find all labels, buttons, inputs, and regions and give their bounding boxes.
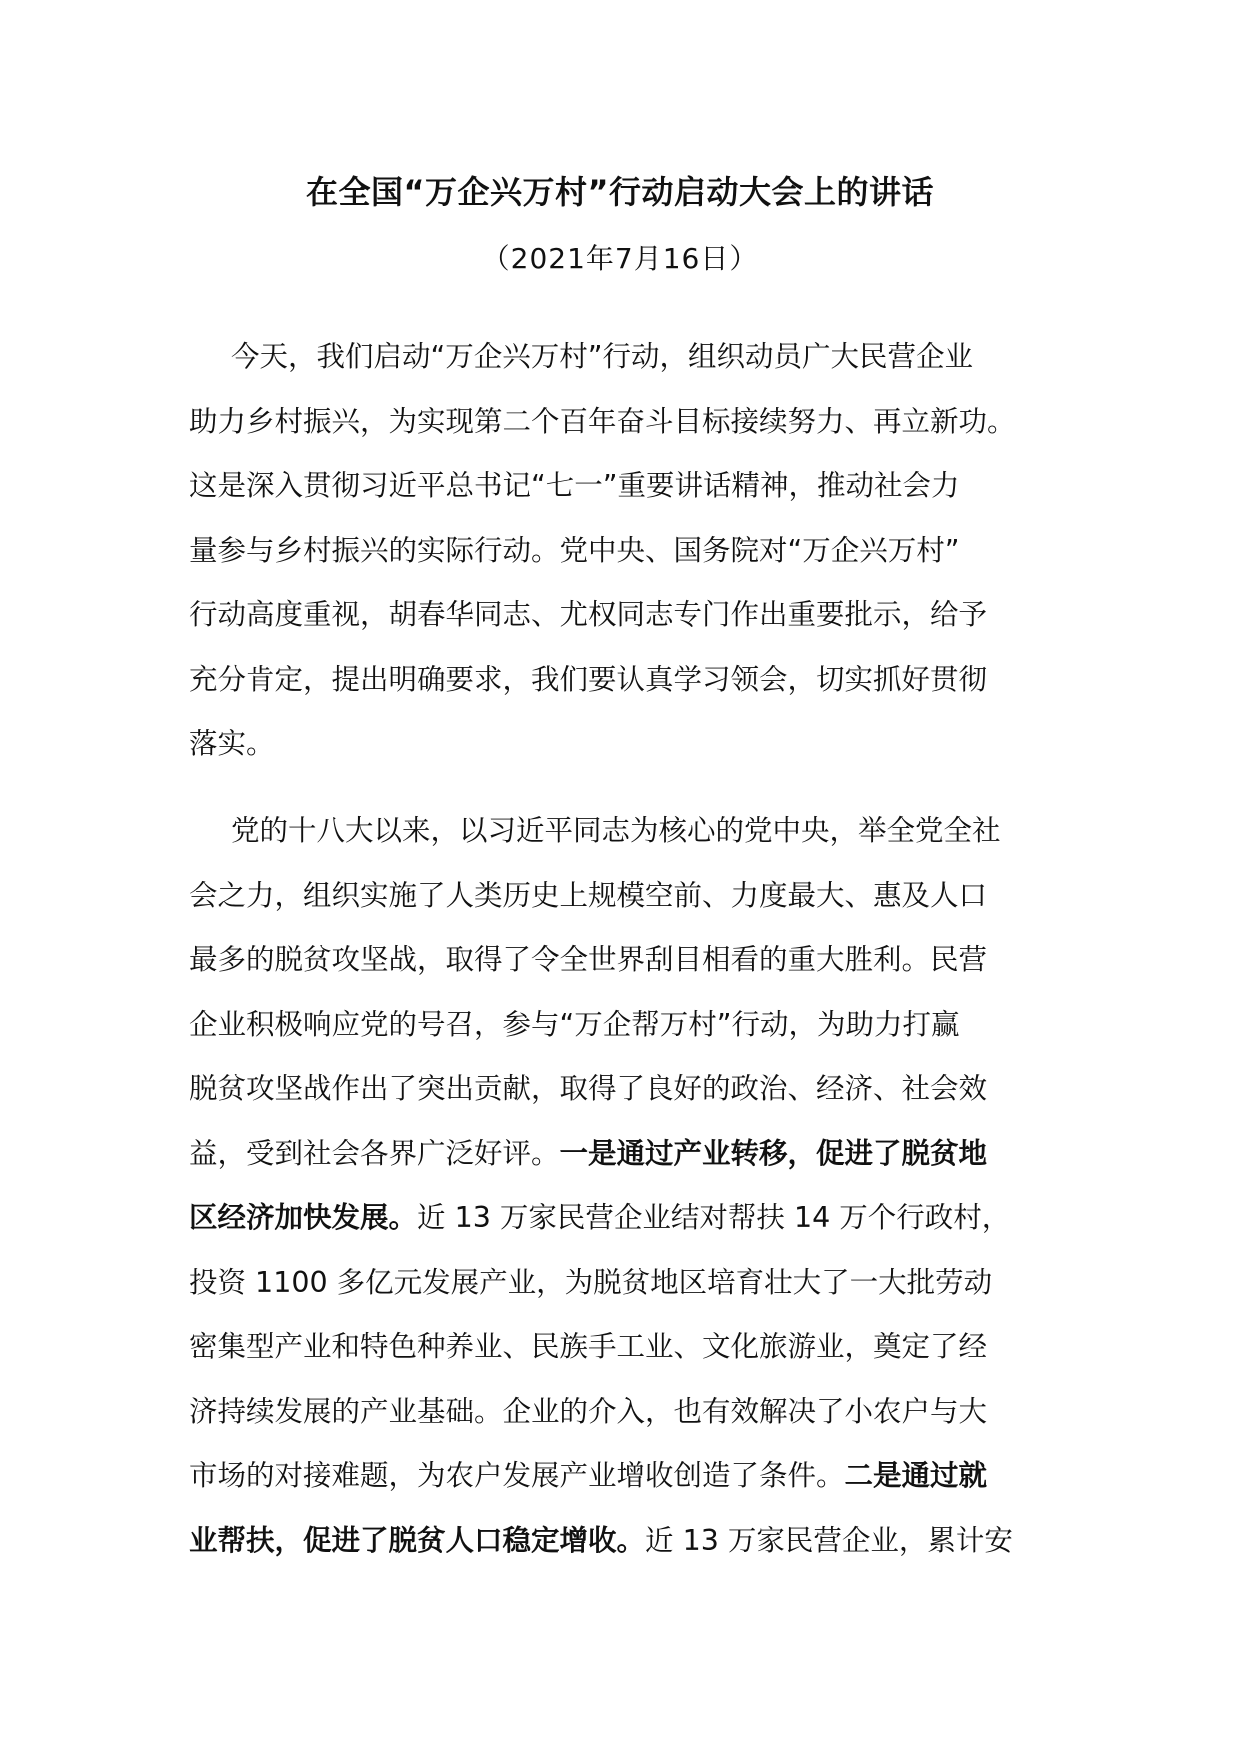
paragraph-line: 行动高度重视，胡春华同志、尤权同志专门作出重要批示，给予 <box>189 598 988 631</box>
document-date: （2021年7月16日） <box>481 242 759 275</box>
paragraph-line: 最多的脱贫攻坚战，取得了令全世界刮目相看的重大胜利。民营 <box>189 943 988 976</box>
paragraph-line: 落实。 <box>189 727 275 760</box>
paragraph-line: 脱贫攻坚战作出了突出贡献，取得了良好的政治、经济、社会效 <box>189 1072 988 1105</box>
emphasis-text: 业帮扶，促进了脱贫人口稳定增收。 <box>189 1523 646 1557</box>
paragraph-line <box>189 1444 1059 1509</box>
paragraph-line <box>189 1186 1059 1251</box>
document-title: 在全国“万企兴万村”行动启动大会上的讲话 <box>305 173 935 211</box>
paragraph-line: 量参与乡村振兴的实际行动。党中央、国务院对“万企兴万村” <box>189 533 960 567</box>
plain-text: 市场的对接难题，为农户发展产业增收创造了条件。 <box>189 1459 845 1492</box>
paragraph-line: 党的十八大以来，以习近平同志为核心的党中央，举全党全社 <box>231 814 1001 847</box>
paragraph-line <box>189 1509 1059 1574</box>
paragraph-line: 投资 1100 多亿元发展产业，为脱贫地区培育壮大了一大批劳动 <box>189 1265 993 1299</box>
plain-text: 益，受到社会各界广泛好评。 <box>189 1136 560 1170</box>
emphasis-text: 区经济加快发展。 <box>189 1201 418 1234</box>
paragraph-line: 企业积极响应党的号召，参与“万企帮万村”行动，为助力打赢 <box>189 1007 960 1041</box>
emphasis-text: 一是通过产业转移，促进了脱贫地 <box>559 1136 988 1170</box>
paragraph-line: 助力乡村振兴，为实现第二个百年奋斗目标接续努力、再立新功。 <box>189 404 1016 438</box>
plain-text: 近 13 万家民营企业结对帮扶 14 万个行政村， <box>417 1201 1011 1234</box>
paragraph-line: 济持续发展的产业基础。企业的介入，也有效解决了小农户与大 <box>189 1394 988 1428</box>
paragraph-line: 今天，我们启动“万企兴万村”行动，组织动员广大民营企业 <box>231 340 974 373</box>
paragraph-line: 这是深入贯彻习近平总书记“七一”重要讲话精神，推动社会力 <box>189 469 960 502</box>
paragraph-line: 充分肯定，提出明确要求，我们要认真学习领会，切实抓好贯彻 <box>189 662 988 696</box>
paragraph-line <box>189 1122 1059 1187</box>
paragraph-2 <box>189 799 1059 1573</box>
paragraph-1 <box>189 325 1059 777</box>
paragraph-line: 密集型产业和特色种养业、民族手工业、文化旅游业，奠定了经 <box>189 1330 988 1363</box>
paragraph-line: 会之力，组织实施了人类历史上规模空前、力度最大、惠及人口 <box>189 878 988 912</box>
emphasis-text: 二是通过就 <box>844 1459 988 1492</box>
plain-text: 近 13 万家民营企业，累计安 <box>645 1523 1013 1557</box>
